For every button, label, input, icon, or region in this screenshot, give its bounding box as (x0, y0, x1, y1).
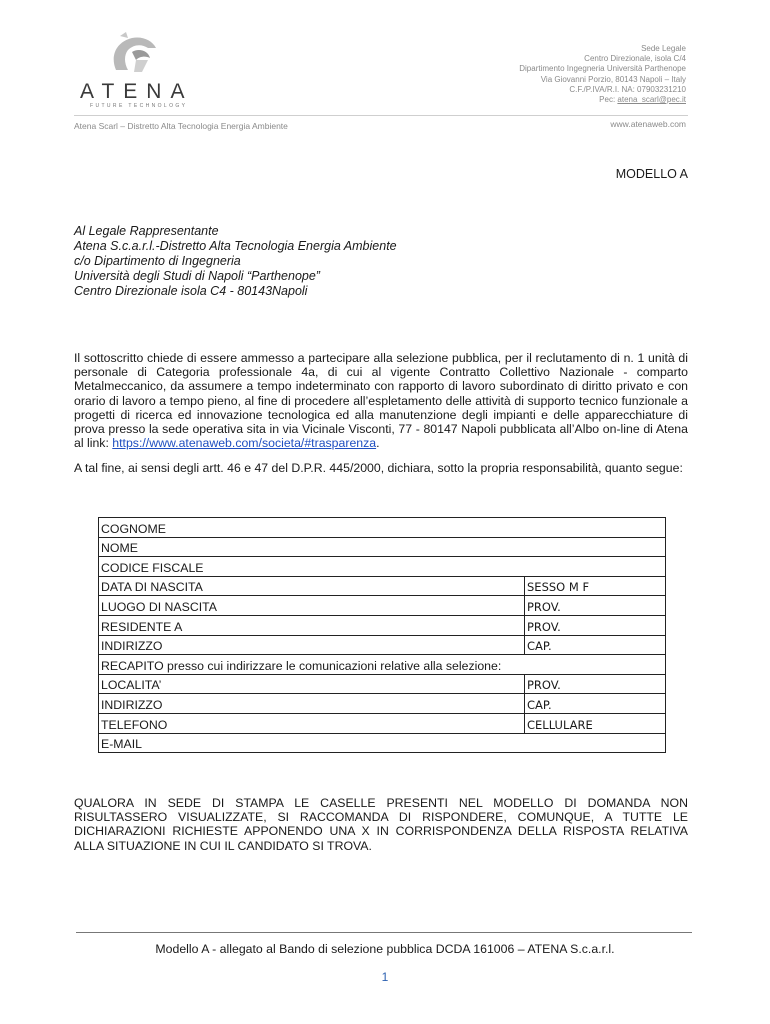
recipient-line: Al Legale Rappresentante (74, 224, 219, 238)
form-row (99, 518, 666, 538)
page-number: 1 (381, 970, 389, 984)
form-row (99, 713, 666, 733)
header-divider (74, 115, 688, 116)
field-localita[interactable]: LOCALITA’ (99, 674, 525, 694)
form-row (99, 694, 666, 714)
footer-divider (76, 932, 692, 933)
form-row (99, 733, 666, 753)
footer-text: Modello A - allegato al Bando di selezione pubblica DCDA 161006 – ATENA S.c.a.r.l. (155, 942, 615, 956)
field-prov-residenza[interactable]: PROV. (525, 615, 666, 635)
field-indirizzo-recapito[interactable]: INDIRIZZO (99, 694, 525, 714)
field-luogo-nascita[interactable]: LUOGO DI NASCITA (99, 596, 525, 616)
print-warning: QUALORA IN SEDE DI STAMPA LE CASELLE PRESENTI NEL MODELLO DI DOMANDA NON RISULTASSERO VISUALIZZATE, SI RACCOMANDA DI RISPONDERE, COMUNQUE, A TUTTE LE DICHIARAZIONI RICHIESTE APPONENDO UNA X IN CORRISPONDENZA DELLA RISPOSTA RELATIVA ALLA SITUAZIONE IN CUI IL CANDIDATO SI TROVA. (74, 796, 688, 853)
recapito-header: RECAPITO presso cui indirizzare le comunicazioni relative alla selezione: (99, 655, 666, 675)
header-address-block (519, 44, 686, 105)
header-org-line: Atena Scarl – Distretto Alta Tecnologia Energia Ambiente (74, 121, 288, 131)
declaration-paragraph: A tal fine, ai sensi degli artt. 46 e 47 del D.P.R. 445/2000, dichiara, sotto la propria responsabilità, quanto segue: (74, 461, 683, 475)
header-line: Dipartimento Ingegneria Università Parthenope (519, 64, 686, 74)
form-row (99, 674, 666, 694)
pec-label: Pec: (599, 95, 618, 105)
logo-wordmark: ATENA (80, 80, 194, 103)
field-codice-fiscale[interactable]: CODICE FISCALE (99, 557, 666, 577)
form-row (99, 596, 666, 616)
model-label: MODELLO A (615, 167, 688, 181)
field-cap-residenza[interactable]: CAP. (525, 635, 666, 655)
transparency-link[interactable]: https://www.atenaweb.com/societa/#trasparenza (112, 436, 377, 451)
form-row (99, 576, 666, 596)
applicant-form-table (98, 517, 666, 753)
recipient-line: c/o Dipartimento di Ingegneria (74, 254, 241, 268)
header-line: C.F./P.IVA/R.I. NA: 07903231210 (569, 84, 686, 94)
header-line: Centro Direzionale, isola C/4 (584, 54, 686, 64)
header-pec-line (519, 95, 686, 105)
field-data-nascita[interactable]: DATA DI NASCITA (99, 576, 525, 596)
form-row (99, 557, 666, 577)
header-website[interactable]: www.atenaweb.com (610, 119, 686, 129)
recipient-line: Università degli Studi di Napoli “Parthenope” (74, 269, 320, 283)
field-residente[interactable]: RESIDENTE A (99, 615, 525, 635)
field-prov-nascita[interactable]: PROV. (525, 596, 666, 616)
field-nome[interactable]: NOME (99, 537, 666, 557)
field-cognome[interactable]: COGNOME (99, 518, 666, 538)
field-sesso[interactable]: SESSO M F (525, 576, 666, 596)
header-line: Sede Legale (641, 44, 686, 53)
field-email[interactable]: E-MAIL (99, 733, 666, 753)
recipient-line: Centro Direzionale isola C4 - 80143Napoli (74, 284, 308, 298)
request-paragraph (74, 351, 688, 450)
form-row (99, 635, 666, 655)
field-indirizzo-residenza[interactable]: INDIRIZZO (99, 635, 525, 655)
logo-tagline: FUTURE TECHNOLOGY (90, 103, 188, 109)
request-text: Il sottoscritto chiede di essere ammesso a partecipare alla selezione pubblica, per il reclutamento di n. 1 unità di personale di Categoria professionale 4a, di cui al vigente Contratto Collettivo Nazionale - comparto Metalmeccanico, da assumere a tempo indeterminato con rapporto di lavoro subordinato di diritto privato e con orario di lavoro a tempo pieno, al fine di procedere all’espletamento delle attività di supporto tecnico funzionale a progetti di ricerca ed innovazione tecnologica ed alla manutenzione degli impianti e delle apparecchiature di prova presso la sede operativa sita in via Vicinale Visconti, 77 - 80147 Napoli pubblicata all’Albo on-line di Atena al link: (74, 351, 688, 451)
field-telefono[interactable]: TELEFONO (99, 713, 525, 733)
helmet-logo-icon (76, 30, 186, 80)
form-row (99, 655, 666, 675)
request-text-end: . (376, 436, 380, 451)
header-line: Via Giovanni Porzio, 80143 Napoli – Italy (540, 74, 686, 84)
field-cellulare[interactable]: CELLULARE (525, 713, 666, 733)
form-row (99, 615, 666, 635)
recipient-line: Atena S.c.a.r.l.-Distretto Alta Tecnologia Energia Ambiente (74, 239, 397, 253)
form-row (99, 537, 666, 557)
field-cap-recapito[interactable]: CAP. (525, 694, 666, 714)
recipient-block (74, 224, 397, 299)
field-prov-recapito[interactable]: PROV. (525, 674, 666, 694)
pec-email-link[interactable]: atena_scarl@pec.it (617, 95, 686, 105)
